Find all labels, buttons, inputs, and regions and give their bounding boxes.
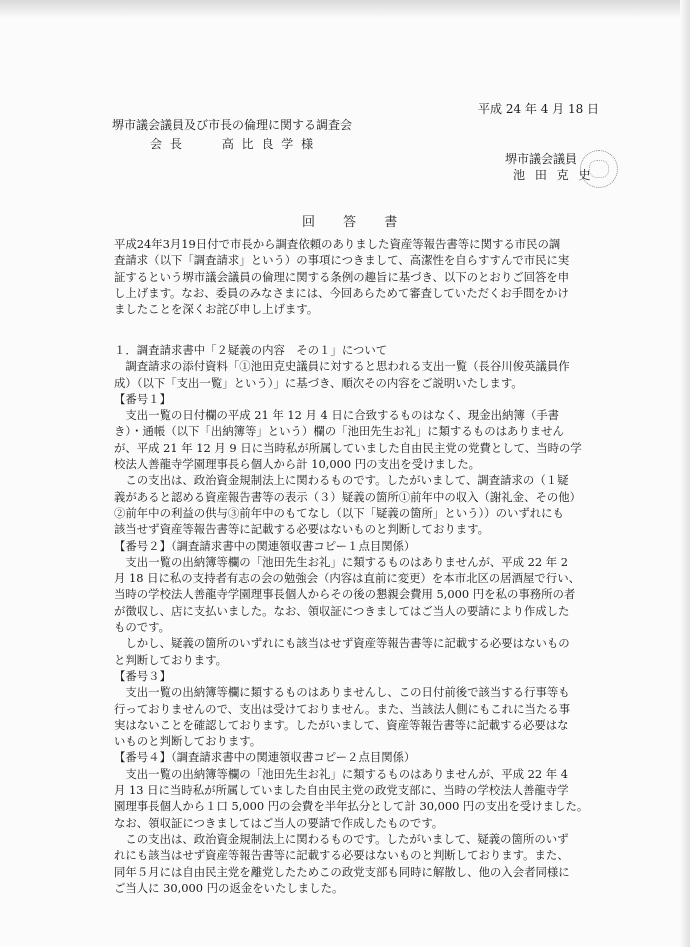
body-line: 支出一覧の出納簿等欄の「池田先生お礼」に類するものはありませんが、平成 22 年 2 [114,554,569,569]
sender-name: 池 田 克 史 [513,168,594,182]
intro-line: し上げます。なお、委員のみなさまには、今回あらためて審査していただくお手間をかけ [114,285,569,300]
intro-paragraph [114,236,608,317]
body-line: 成）（以下「支出一覧」という）」に基づき、順次その内容をご説明いたします。 [114,375,523,390]
body-line: ものです。 [114,620,171,635]
recipient-name: 高 比 良 学 様 [221,137,316,151]
body-line: 【番号２】（調査請求書中の関連領収書コピー１点目関係） [114,538,416,553]
scan-top-edge [0,0,690,18]
answer-section [114,342,608,896]
body-line: この支出は、政治資金規制法上に関わるものです。したがいまして、調査請求の（１疑 [114,473,569,488]
body-line: 調査請求の添付資料「①池田克史議員に対すると思われる支出一覧（長谷川俊英議員作 [114,359,570,374]
body-line: 該当せず資産等報告書等に記載する必要はないものと判断しております。 [114,522,489,537]
body-line: が、平成 21 年 12 月 9 日に当時私が所属していました自由民主党の党費として、当時の学 [114,440,582,455]
body-line: ご当人に 30,000 円の返金をいたしました。 [114,880,344,895]
body-line: この支出は、政治資金規制法上に関わるものです。したがいまして、疑義の箇所のいず [114,831,569,846]
seal-stamp [580,150,618,188]
body-line: 支出一覧の出納簿等欄の「池田先生お礼」に類するものはありませんが、平成 22 年 4 [114,766,569,781]
body-line: 同年５月には自由民主党を離党したためこの政党支部も同時に解散し、他の入会者同様に [114,864,570,879]
body-line: １．調査請求書中「２疑義の内容 その１」について [114,343,388,357]
document-title: 回 答 書 [302,215,410,230]
recipient-organization: 堺市議会議員及び市長の倫理に関する調査会 [112,118,353,132]
body-line: 支出一覧の出納簿等欄に類するものはありませんし、この日付前後で該当する行事等も [114,685,570,700]
body-line: 実はないことを確認しております。したがいまして、資産等報告書等に記載する必要はな [114,717,569,732]
body-line: と判断しております。 [114,652,227,667]
body-line: 【番号１】 [114,391,171,406]
body-line: 【番号４】（調査請求書中の関連領収書コピー２点目関係） [114,750,416,765]
scan-right-edge [680,0,690,947]
recipient-line [150,135,315,152]
body-line: 【番号３】 [114,668,171,683]
body-line: 月 13 日に当時私が所属していました自由民主党の政党支部に、当時の学校法人善龍寺学 [114,783,569,798]
body-line: 義があると認める資産報告書等の表示（３）疑義の箇所①前年中の収入（謝礼金、その他） [114,489,582,504]
intro-line: 証するという堺市議会議員の倫理に関する条例の趣旨に基づき、以下のとおりご回答を申 [114,269,570,284]
body-line: が徴収し、店に支払いました。なお、領収証につきましてはご当人の要請により作成した [114,603,570,618]
body-line: 当時の学校法人善龍寺学園理事長個人からその後の懇親会費用 5,000 円を私の事務所の者 [114,587,576,602]
sender-role: 堺市議会議員 [505,152,578,166]
intro-line: 平成24年3月19日付で市長から調査依頼のありました資産等報告書等に関する市民の調 [114,237,561,251]
intro-line: ましたことを深くお詫び申し上げます。 [114,302,319,317]
body-line: 園理事長個人から１口 5,000 円の会費を半年払分として計 30,000 円の支出を受けました。 [114,799,589,814]
body-line: き）・通帳（以下「出納簿等」という）欄の「池田先生お礼」に類するものはありません [114,424,564,439]
document-date: 平成 24 年 4 月 18 日 [478,102,600,116]
body-line: なお、領収証につきましてはご当人の要請で作成したものです。 [114,815,444,830]
body-line: 支出一覧の日付欄の平成 21 年 12 月 4 日に合致するものはなく、現金出納簿（手書 [114,408,560,423]
body-line: 校法人善龍寺学園理事長ら個人から計 10,000 円の支出を受けました。 [114,457,481,472]
body-line: れにも該当はせず資産等報告書等に記載する必要はないものと判断しております。また、 [114,848,569,863]
intro-line: 査請求（以下「調査請求」という）の事項につきまして、高潔性を自らすすんで市民に実 [114,253,570,268]
body-line: しかし、疑義の箇所のいずれにも該当はせず資産等報告書等に記載する必要はないもの [114,636,570,651]
body-line: いものと判断しております。 [114,734,262,749]
body-line: ②前年中の利益の供与③前年中のもてなし（以下「疑義の箇所」という））のいずれにも [114,505,564,520]
recipient-role: 会 長 [150,137,184,151]
body-line: 行っておりませんので、支出は受けておりません。また、当該法人側にもこれに当たる事 [114,701,571,716]
body-line: 月 18 日に私の支持者有志の会の勉強会（内容は直前に変更）を本市北区の居酒屋で行い、 [114,571,580,586]
